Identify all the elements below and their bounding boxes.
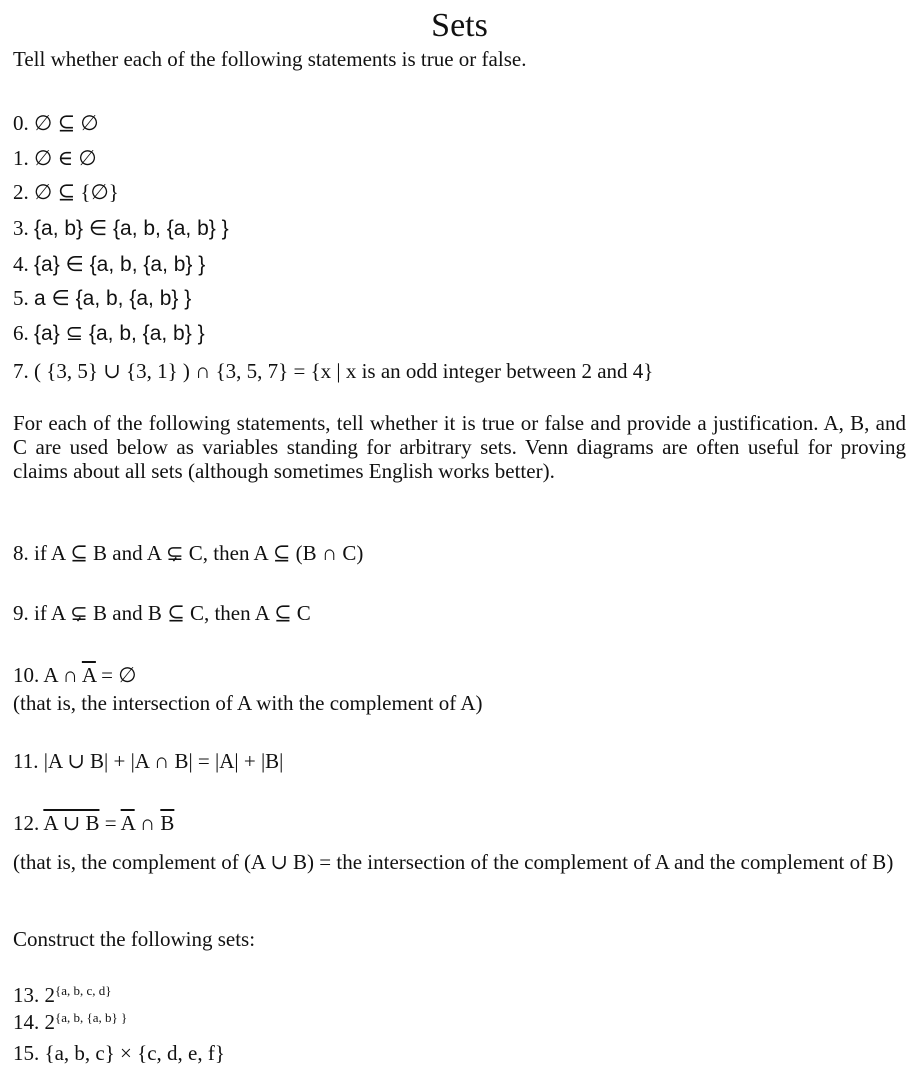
question-10 bbox=[13, 662, 137, 688]
statement-expression: ∅ ∈ ∅ bbox=[34, 146, 97, 170]
question-8 bbox=[13, 540, 363, 566]
statement-expression: a ∈ {a, b, {a, b} } bbox=[34, 287, 192, 310]
question-text: |A ∪ B| + |A ∩ B| = |A| + |B| bbox=[43, 749, 284, 773]
statement-number: 1. bbox=[13, 146, 29, 170]
question-number: 9. bbox=[13, 601, 29, 625]
statement-number: 0. bbox=[13, 111, 29, 135]
statement-5 bbox=[13, 285, 191, 312]
question-12 bbox=[13, 810, 174, 836]
question-9 bbox=[13, 600, 311, 626]
question-number: 11. bbox=[13, 749, 39, 773]
statement-2 bbox=[13, 179, 119, 205]
power-set-exponent: {a, b, {a, b} } bbox=[55, 1010, 128, 1025]
statement-number: 2. bbox=[13, 180, 29, 204]
statement-3 bbox=[13, 215, 229, 242]
intersection-sign: ∩ bbox=[134, 811, 161, 835]
power-set-exponent: {a, b, c, d} bbox=[55, 983, 112, 998]
power-set-base: 2 bbox=[44, 983, 55, 1007]
question-number: 14. bbox=[13, 1010, 40, 1034]
statement-1 bbox=[13, 145, 97, 171]
instructions-text: Tell whether each of the following statements is true or false. bbox=[13, 47, 527, 71]
question-number: 15. bbox=[13, 1041, 40, 1065]
question-text: {a, b, c} × {c, d, e, f} bbox=[44, 1041, 225, 1065]
part2-instructions: For each of the following statements, tell whether it is true or false and provide a justification. A, B, and C are used below as variables standing for arbitrary sets. Venn diagrams are often useful for proving claims about all sets (although sometimes English works better). bbox=[13, 411, 906, 483]
expression-prefix: A ∩ bbox=[43, 663, 82, 687]
complement-a: $\overline{A}$ bbox=[81, 663, 96, 687]
statement-number: 6. bbox=[13, 321, 29, 345]
part3-instructions: Construct the following sets: bbox=[13, 927, 256, 951]
statement-7 bbox=[13, 358, 653, 384]
statement-number: 4. bbox=[13, 252, 29, 276]
statement-4 bbox=[13, 251, 205, 278]
statement-6 bbox=[13, 320, 205, 347]
question-11 bbox=[13, 748, 283, 774]
question-number: 8. bbox=[13, 541, 29, 565]
question-15 bbox=[13, 1040, 225, 1066]
question-number: 10. bbox=[13, 663, 40, 687]
page-title: Sets bbox=[431, 7, 488, 44]
statement-0 bbox=[13, 110, 99, 136]
statement-expression: {a, b} ∈ {a, b, {a, b} } bbox=[34, 217, 229, 240]
statement-number: 3. bbox=[13, 216, 29, 240]
statement-expression: ∅ ⊆ ∅ bbox=[34, 111, 99, 135]
question-12-note: (that is, the complement of (A ∪ B) = the intersection of the complement of A and the complement of B) bbox=[13, 850, 894, 874]
complement-a: $\overline{A}$ bbox=[120, 811, 135, 835]
question-number: 13. bbox=[13, 983, 40, 1007]
question-10-note: (that is, the intersection of A with the complement of A) bbox=[13, 691, 483, 715]
question-13 bbox=[13, 978, 112, 1008]
statement-expression: {a} ⊆ {a, b, {a, b} } bbox=[34, 322, 205, 345]
statement-expression: ∅ ⊆ {∅} bbox=[34, 180, 119, 204]
question-number: 12. bbox=[13, 811, 40, 835]
statement-expression: {a} ∈ {a, b, {a, b} } bbox=[34, 253, 206, 276]
equals-sign: = bbox=[99, 811, 121, 835]
statement-expression: ( {3, 5} ∪ {3, 1} ) ∩ {3, 5, 7} = {x | x is an odd integer between 2 and 4} bbox=[34, 359, 654, 383]
expression-suffix: = ∅ bbox=[95, 663, 137, 687]
question-text: if A ⊆ B and A ⊊ C, then A ⊆ (B ∩ C) bbox=[34, 541, 364, 565]
complement-union: A ∪ B bbox=[43, 811, 100, 835]
question-text: if A ⊊ B and B ⊆ C, then A ⊆ C bbox=[34, 601, 311, 625]
complement-b: $\overline{B}$ bbox=[160, 811, 175, 835]
statement-number: 5. bbox=[13, 286, 29, 310]
power-set-base: 2 bbox=[44, 1010, 55, 1034]
statement-number: 7. bbox=[13, 359, 29, 383]
question-14 bbox=[13, 1005, 127, 1035]
